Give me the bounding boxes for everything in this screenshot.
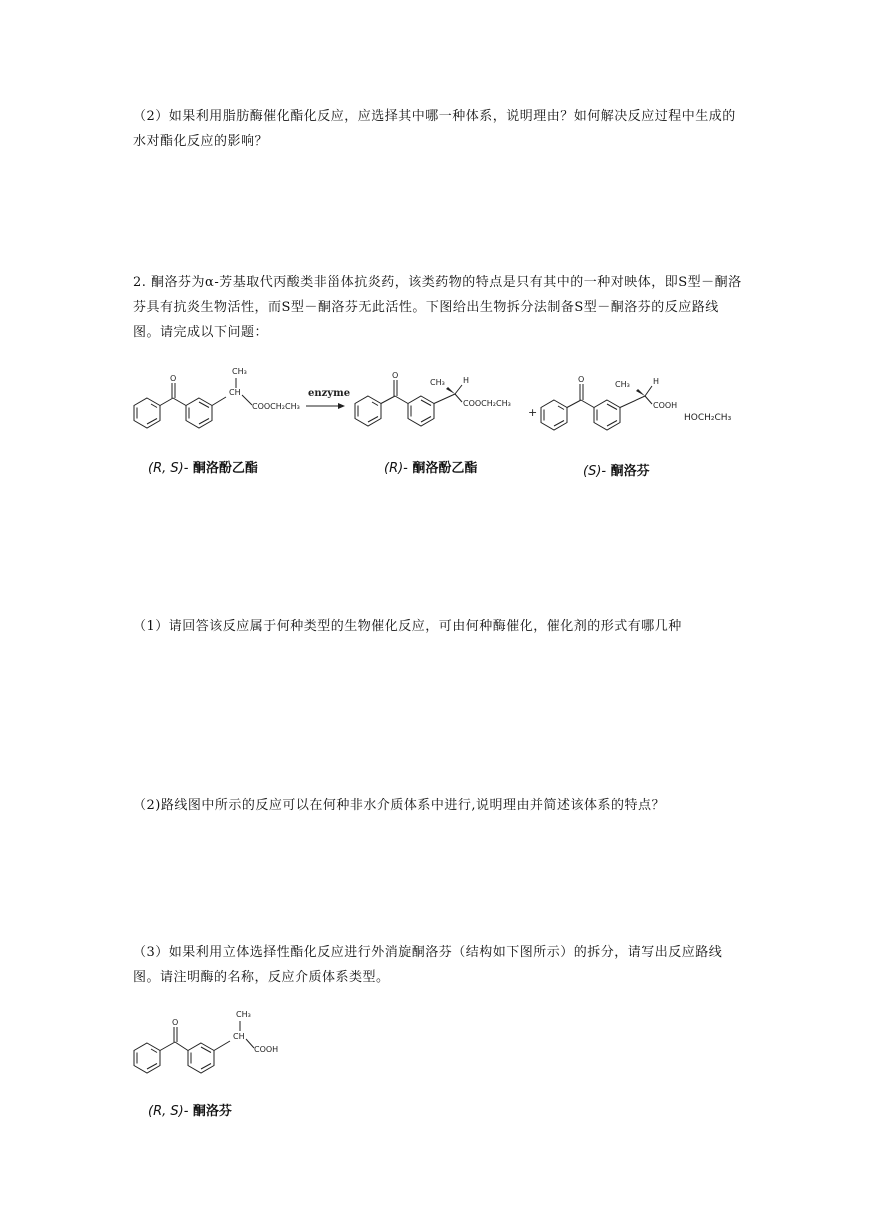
subquestion-1: （1）请回答该反应属于何种类型的生物催化反应，可由何种酶催化，催化剂的形式有哪几种 — [133, 619, 682, 634]
reactant-label — [148, 457, 258, 476]
product-s-label — [583, 460, 650, 479]
reactant-ch: CH — [229, 388, 241, 397]
product-r-ester: COOCH₂CH₃ — [463, 399, 511, 408]
product-r-ch3: CH₃ — [430, 378, 445, 387]
product-s-h: H — [653, 377, 660, 386]
arrow-label: enzyme — [308, 388, 351, 399]
ketoprofen-name: 酮洛芬 — [188, 1104, 232, 1119]
ketoprofen-ch: CH — [233, 1032, 245, 1041]
product-s-stereo: (S)- — [583, 464, 607, 479]
ketoprofen-carbonyl-o: O — [172, 1018, 179, 1027]
ketoprofen-stereo: (R, S)- — [148, 1104, 189, 1119]
byproduct-ethanol: HOCH₂CH₃ — [684, 413, 732, 423]
ketoprofen-label — [148, 1100, 232, 1119]
product-s-ch3: CH₃ — [615, 380, 630, 389]
reactant-carbonyl-o: O — [170, 374, 177, 383]
product-s-structure — [541, 375, 677, 430]
product-r-structure — [355, 371, 511, 426]
ketoprofen-ch3: CH₃ — [236, 1010, 251, 1019]
product-r-label — [384, 457, 477, 476]
question-2-2: （2）如果利用脂肪酶催化酯化反应，应选择其中哪一种体系，说明理由？如何解决反应过程中生成的水对酯化反应的影响？ — [133, 109, 736, 149]
subquestion-2: （2)路线图中所示的反应可以在何种非水介质体系中进行,说明理由并简述该体系的特点？ — [133, 798, 665, 813]
product-r-stereo: (R)- — [384, 461, 408, 476]
reactant-name: 酮洛酚乙酯 — [188, 461, 258, 476]
product-r-h: H — [463, 376, 470, 385]
reactant-structure — [134, 367, 300, 428]
plus-sign: + — [528, 406, 538, 419]
reactant-stereo: (R, S)- — [148, 461, 189, 476]
product-r-name: 酮洛酚乙酯 — [407, 461, 478, 476]
product-s-name: 酮洛芬 — [606, 464, 650, 479]
reactant-ch3: CH₃ — [232, 367, 247, 376]
product-r-carbonyl-o: O — [392, 371, 399, 380]
product-s-carbonyl-o: O — [578, 375, 585, 384]
product-s-acid: COOH — [653, 401, 678, 410]
subquestion-3: （3）如果利用立体选择性酯化反应进行外消旋酮洛芬（结构如下图所示）的拆分，请写出反应路线图。请注明酶的名称，反应介质体系类型。 — [133, 945, 723, 985]
ketoprofen-structure — [0, 1005, 300, 1095]
ketoprofen-acid: COOH — [254, 1045, 279, 1054]
question-2-intro: 2. 酮洛芬为α-芳基取代丙酸类非甾体抗炎药，该类药物的特点是只有其中的一种对映体，即S型－酮洛芬具有抗炎生物活性，而S型－酮洛芬无此活性。下图给出生物拆分法制备S型－酮洛芬的反应路线图。请完成以下问题： — [133, 275, 742, 340]
reactant-ester: COOCH₂CH₃ — [252, 402, 300, 411]
